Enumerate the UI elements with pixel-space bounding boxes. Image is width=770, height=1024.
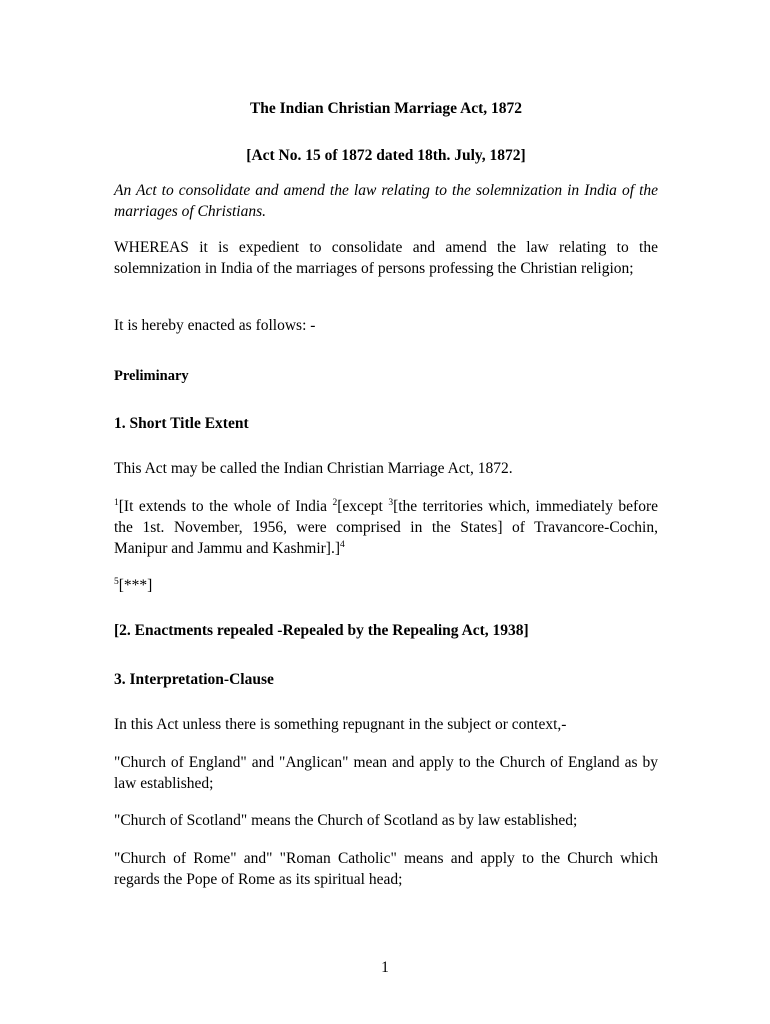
section-3-heading: 3. Interpretation-Clause (114, 671, 274, 688)
section-2-heading: [2. Enactments repealed -Repealed by the Repealing Act, 1938] (114, 622, 529, 639)
extent-text: [the territories which, immediately before the 1st. November, 1956, were comprised in the States] of Travancore-Cochin, Manipur and Jammu and Kashmir].] (114, 498, 659, 557)
section-3-intro: In this Act unless there is something repugnant in the subject or context,- (114, 716, 567, 733)
preamble-paragraph: WHEREAS it is expedient to consolidate and amend the law relating to the solemnization in India of the marriages of persons professing the Christian religion; (114, 239, 658, 277)
section-1-short-title: This Act may be called the Indian Christian Marriage Act, 1872. (114, 460, 513, 477)
enactment-clause: It is hereby enacted as follows: - (114, 317, 316, 334)
footnote-marker: 1 (114, 497, 119, 508)
page-number: 1 (381, 959, 389, 976)
definition-church-of-rome: "Church of Rome" and" "Roman Catholic" means and apply to the Church which regards the Pope of Rome as its spiritual head; (114, 850, 658, 888)
extent-text: [except (337, 498, 389, 515)
section-1-extent (114, 496, 658, 559)
footnote-marker: 2 (332, 497, 338, 508)
document-title: The Indian Christian Marriage Act, 1872 (249, 100, 523, 117)
section-1-heading: 1. Short Title Extent (114, 415, 249, 432)
preliminary-heading: Preliminary (114, 368, 189, 384)
omitted-text: [***] (118, 577, 153, 594)
definition-church-of-scotland: "Church of Scotland" means the Church of Scotland as by law established; (114, 812, 578, 829)
footnote-marker: 5 (114, 576, 119, 587)
definition-church-of-england: "Church of England" and "Anglican" mean and apply to the Church of England as by law established; (114, 754, 658, 792)
footnote-marker: 4 (340, 539, 345, 550)
extent-text: [It extends to the whole of India (118, 498, 333, 515)
act-reference: [Act No. 15 of 1872 dated 18th. July, 1872] (246, 147, 526, 164)
long-title: An Act to consolidate and amend the law relating to the solemnization in India of the marriages of Christians. (114, 182, 658, 220)
footnote-marker: 3 (388, 497, 394, 508)
section-1-omission (114, 575, 658, 596)
